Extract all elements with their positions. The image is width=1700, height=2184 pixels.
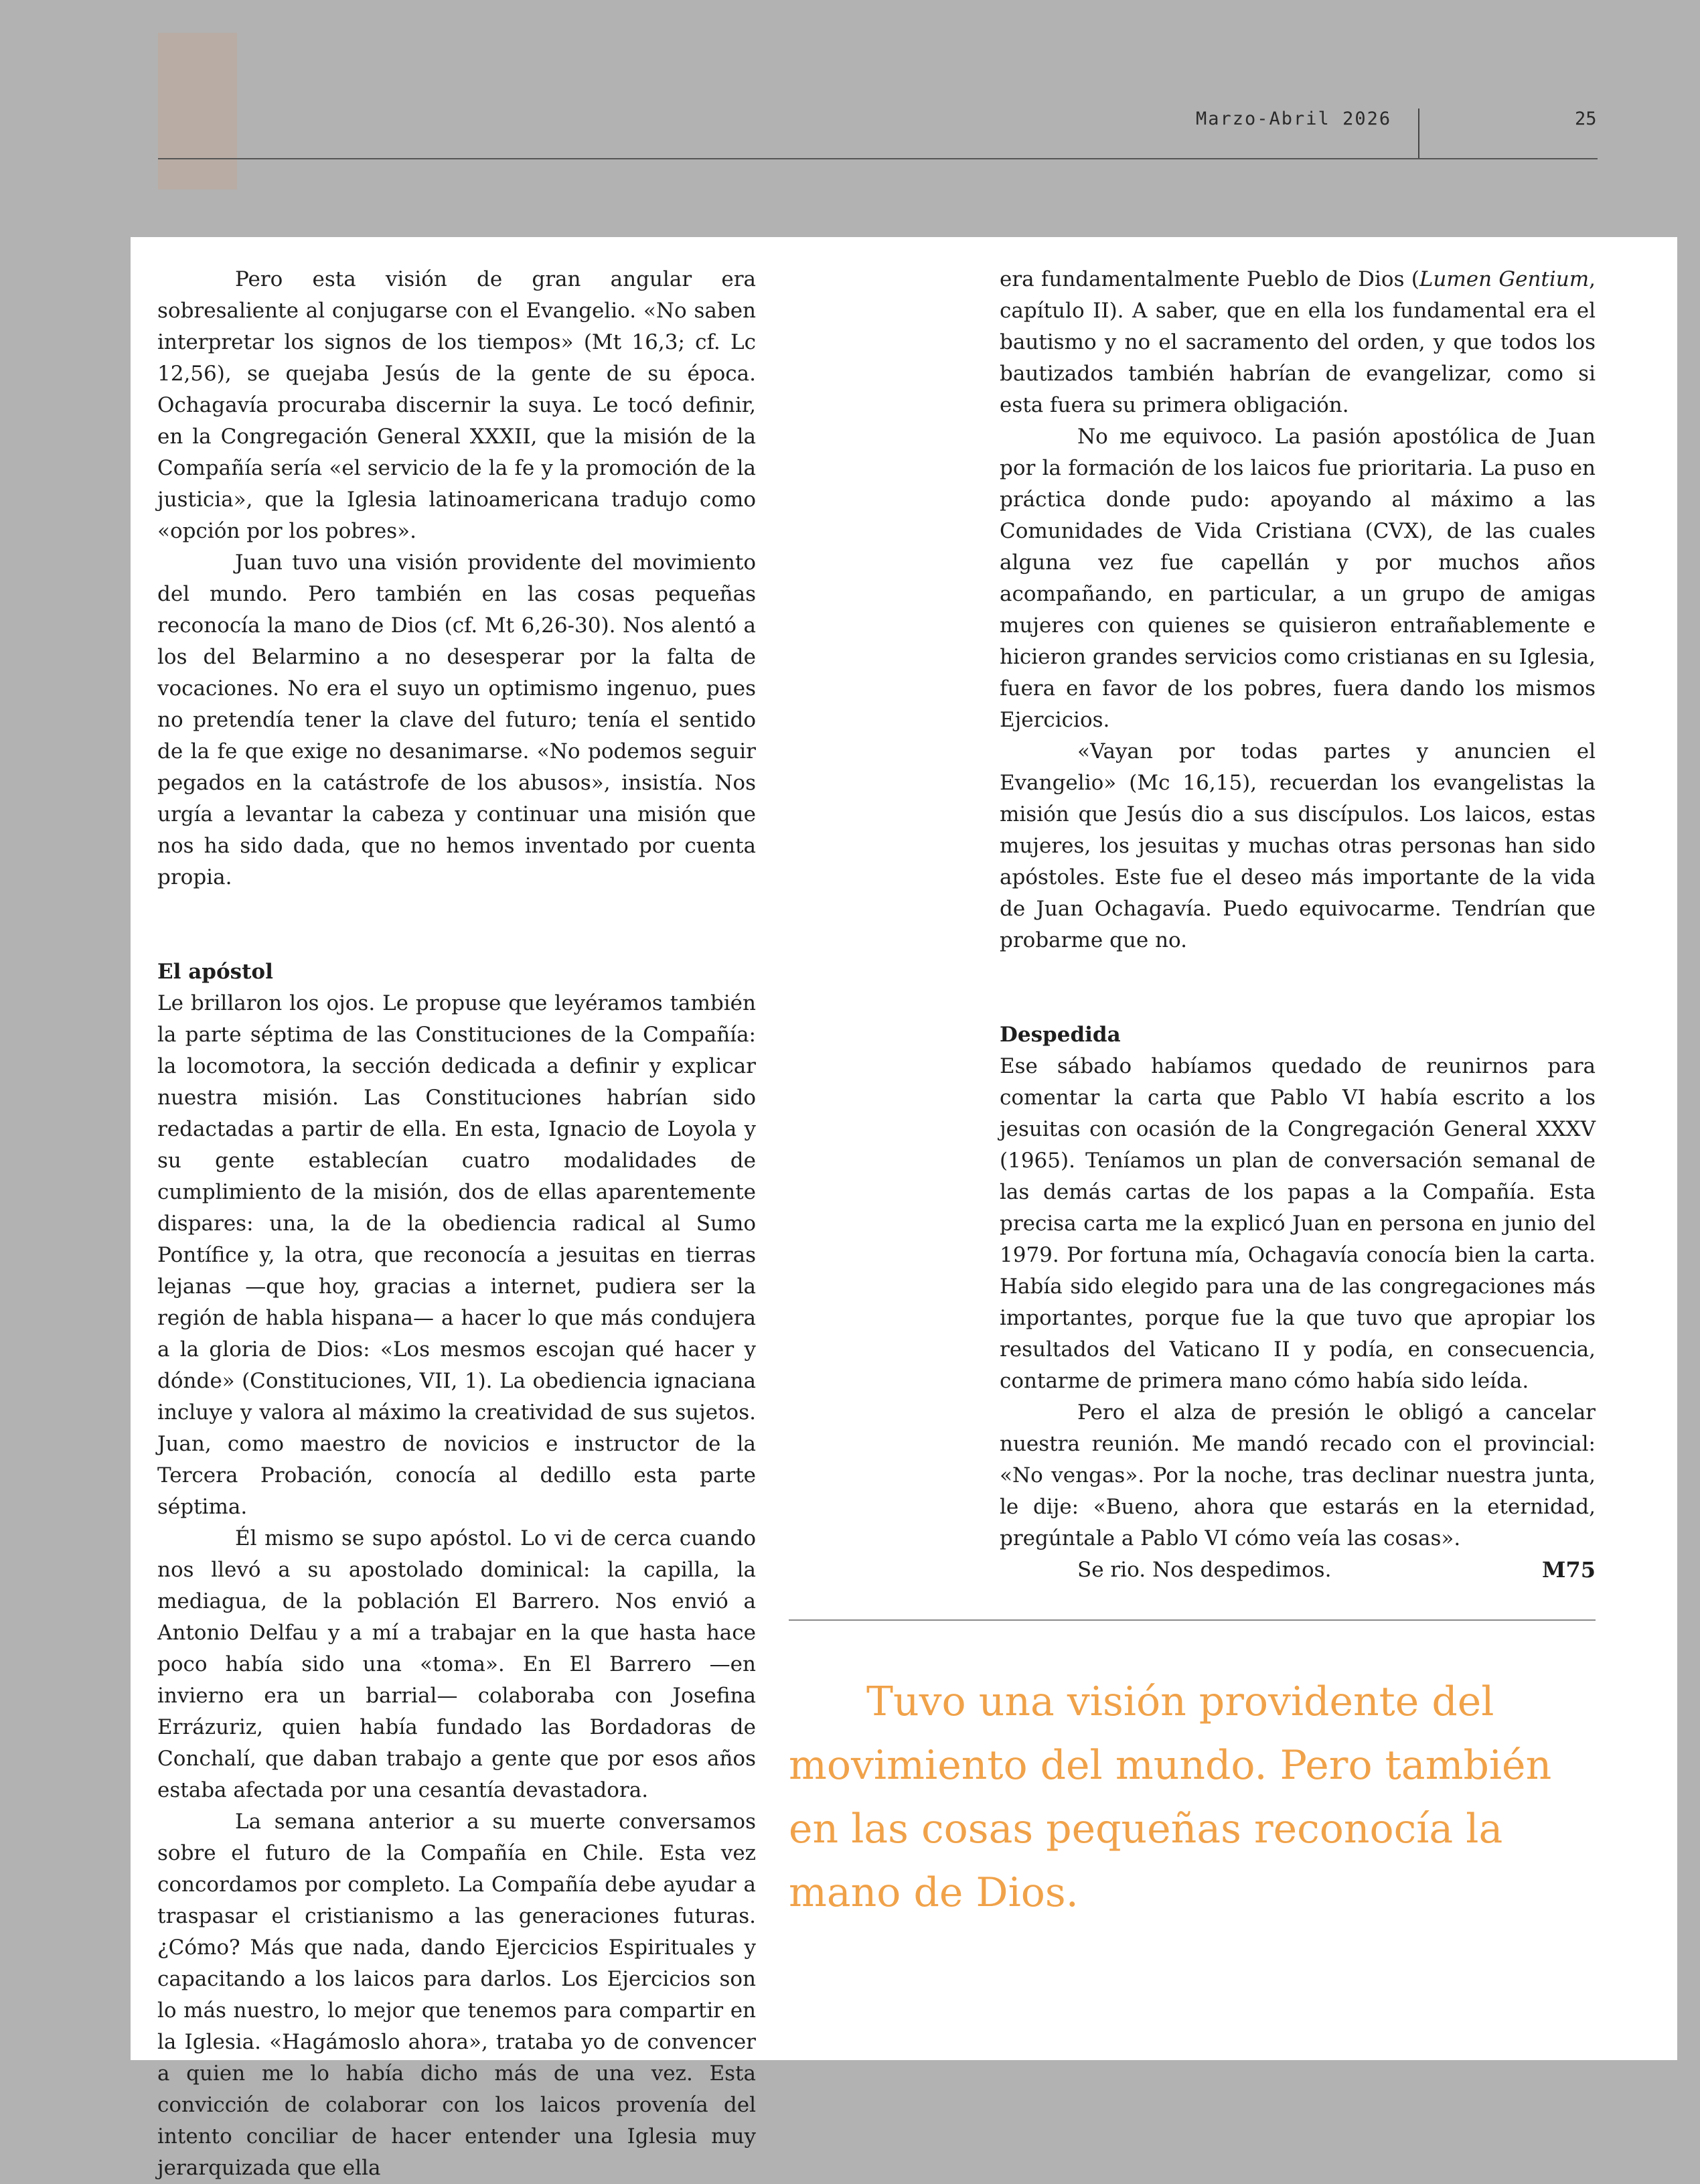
paragraph: Ese sábado habíamos quedado de reunirnos para comentar la carta que Pablo VI había escrito a los jesuitas con ocasión de la Congregación General XXXV (1965). Teníamos un plan de conversación semanal de las demás cartas de los papas a la Compañía. Esta precisa carta me la explicó Juan en persona en junio del 1979. Por fortuna mía, Ochagavía conocía bien la carta. Había sido elegido para una de las congregaciones más importantes, porque fue la que tuvo que apropiar los resultados del Vaticano II y podía, en consecuencia, contarme de primera mano cómo había sido leída. bbox=[1000, 1054, 1596, 1393]
paragraph: Le brillaron los ojos. Le propuse que leyéramos también la parte séptima de las Constituciones de la Compañía: la locomotora, la sección dedicada a definir y explicar nuestra misión. Las Constituciones habrían sido redactadas a partir de ella. En esta, Ignacio de Loyola y su gente establecían cuatro modalidades de cumplimiento de la misión, dos de ellas aparentemente dispares: una, la de la obediencia radical al Sumo Pontífice y, la otra, que reconocía a jesuitas en tierras lejanas —que hoy, gracias a internet, pudiera ser la región de habla hispana— a hacer lo que más condujera a la gloria de Dios: «Los mesmos escojan qué hacer y dónde» (Constituciones, VII, 1). La obediencia ignaciana incluye y valora al máximo la creatividad de sus sujetos. Juan, como maestro de novicios e instructor de la Tercera Probación, conocía al dedillo esta parte séptima. bbox=[157, 991, 756, 1519]
article-page bbox=[131, 237, 1677, 2180]
section-gap bbox=[157, 893, 756, 956]
paragraph: Pero el alza de presión le obligó a cancelar nuestra reunión. Me mandó recado con el provincial: «No vengas». Por la noche, tras declinar nuestra junta, le dije: «Bueno, ahora que estarás en la eternidad, pregúntale a Pablo VI cómo veía las cosas». bbox=[1000, 1400, 1596, 1550]
paragraph: Juan tuvo una visión providente del movimiento del mundo. Pero también en las cosas pequeñas reconocía la mano de Dios (cf. Mt 6,26-30). Nos alentó a los del Belarmino a no desesperar por la falta de vocaciones. No era el suyo un optimismo ingenuo, pues no pretendía tener la clave del futuro; tenía el sentido de la fe que exige no desanimarse. «No podemos seguir pegados en la catástrofe de los abusos», insistía. Nos urgía a levantar la cabeza y continuar una misión que nos ha sido dada, que no hemos inventado por cuenta propia. bbox=[157, 551, 756, 889]
author-signature: M75 bbox=[1542, 1557, 1596, 1583]
text-run: , capítulo II). A saber, que en ella los fundamental era el bautismo y no el sacramento del orden, y que todos los bautizados también habrían de evangelizar, como si esta fuera su primera obligación. bbox=[1000, 267, 1596, 417]
header-issue-date: Marzo-Abril 2026 bbox=[1196, 108, 1392, 129]
closing-line bbox=[1000, 1554, 1596, 1586]
section-gap bbox=[1000, 956, 1596, 1019]
header-rule bbox=[158, 158, 1598, 159]
paragraph: «Vayan por todas partes y anuncien el Evangelio» (Mc 16,15), recuerdan los evangelistas la misión que Jesús dio a sus discípulos. Los laicos, estas mujeres, los jesuitas y muchas otras personas han sido apóstoles. Este fue el deseo más importante de la vida de Juan Ochagavía. Puedo equivocarme. Tendrían que probarme que no. bbox=[1000, 739, 1596, 952]
right-column bbox=[1000, 264, 1596, 1586]
paragraph: Él mismo se supo apóstol. Lo vi de cerca cuando nos llevó a su apostolado dominical: la capilla, la mediagua, de la población El Barrero. Nos envió a Antonio Delfau y a mí a trabajar en la que hasta hace poco había sido una «toma». En El Barrero —en invierno era un barrial— colaboraba con Josefina Errázuriz, quien había fundado las Bordadoras de Conchalí, que daban trabajo a gente que por esos años estaba afectada por una cesantía devastadora. bbox=[157, 1526, 756, 1802]
paragraph bbox=[1000, 264, 1596, 421]
pull-quote: Tuvo una visión providente del movimiento del mundo. Pero también en las cosas pequeñas reconocía la mano de Dios. bbox=[789, 1678, 1552, 1916]
page-number: 25 bbox=[1575, 108, 1597, 129]
paragraph: La semana anterior a su muerte conversamos sobre el futuro de la Compañía en Chile. Esta vez concordamos por completo. La Compañía debe ayudar a traspasar el cristianismo a las generaciones futuras. ¿Cómo? Más que nada, dando Ejercicios Espirituales y capacitando a los laicos para darlos. Los Ejercicios son lo más nuestro, lo mejor que tenemos para compartir en la Iglesia. «Hagámoslo ahora», trataba yo de convencer a quien me lo había dicho más de una vez. Esta convicción de colaborar con los laicos provenía del intento conciliar de hacer entender una Iglesia muy jerarquizada que ella bbox=[157, 1810, 756, 2180]
paragraph: Pero esta visión de gran angular era sobresaliente al conjugarse con el Evangelio. «No saben interpretar los signos de los tiempos» (Mt 16,3; cf. Lc 12,56), se quejaba Jesús de la gente de su época. Ochagavía procuraba discernir la suya. Le tocó definir, en la Congregación General XXXII, que la misión de la Compañía sería «el servicio de la fe y la promoción de la justicia», que la Iglesia latinoamericana tradujo como «opción por los pobres». bbox=[157, 267, 756, 543]
section-heading-despedida: Despedida bbox=[1000, 1023, 1121, 1047]
header-separator bbox=[1418, 108, 1419, 158]
italic-title: Lumen Gentium bbox=[1419, 267, 1590, 291]
pull-quote-rule bbox=[789, 1619, 1596, 1621]
section-tab-marker bbox=[158, 33, 237, 190]
section-heading-el-apostol: El apóstol bbox=[157, 960, 273, 984]
text-run: era fundamentalmente Pueblo de Dios ( bbox=[1000, 267, 1419, 291]
paragraph: No me equivoco. La pasión apostólica de Juan por la formación de los laicos fue prioritaria. La puso en práctica donde pudo: apoyando al máximo a las Comunidades de Vida Cristiana (CVX), de las cuales alguna vez fue capellán y por muchos años acompañando, en particular, a un grupo de amigas mujeres con quienes se quisieron entrañablemente e hicieron grandes servicios como cristianas en su Iglesia, fuera en favor de los pobres, fuera dando los mismos Ejercicios. bbox=[1000, 425, 1596, 732]
left-column bbox=[157, 264, 756, 2184]
closing-sentence: Se rio. Nos despedimos. bbox=[1077, 1558, 1332, 1582]
